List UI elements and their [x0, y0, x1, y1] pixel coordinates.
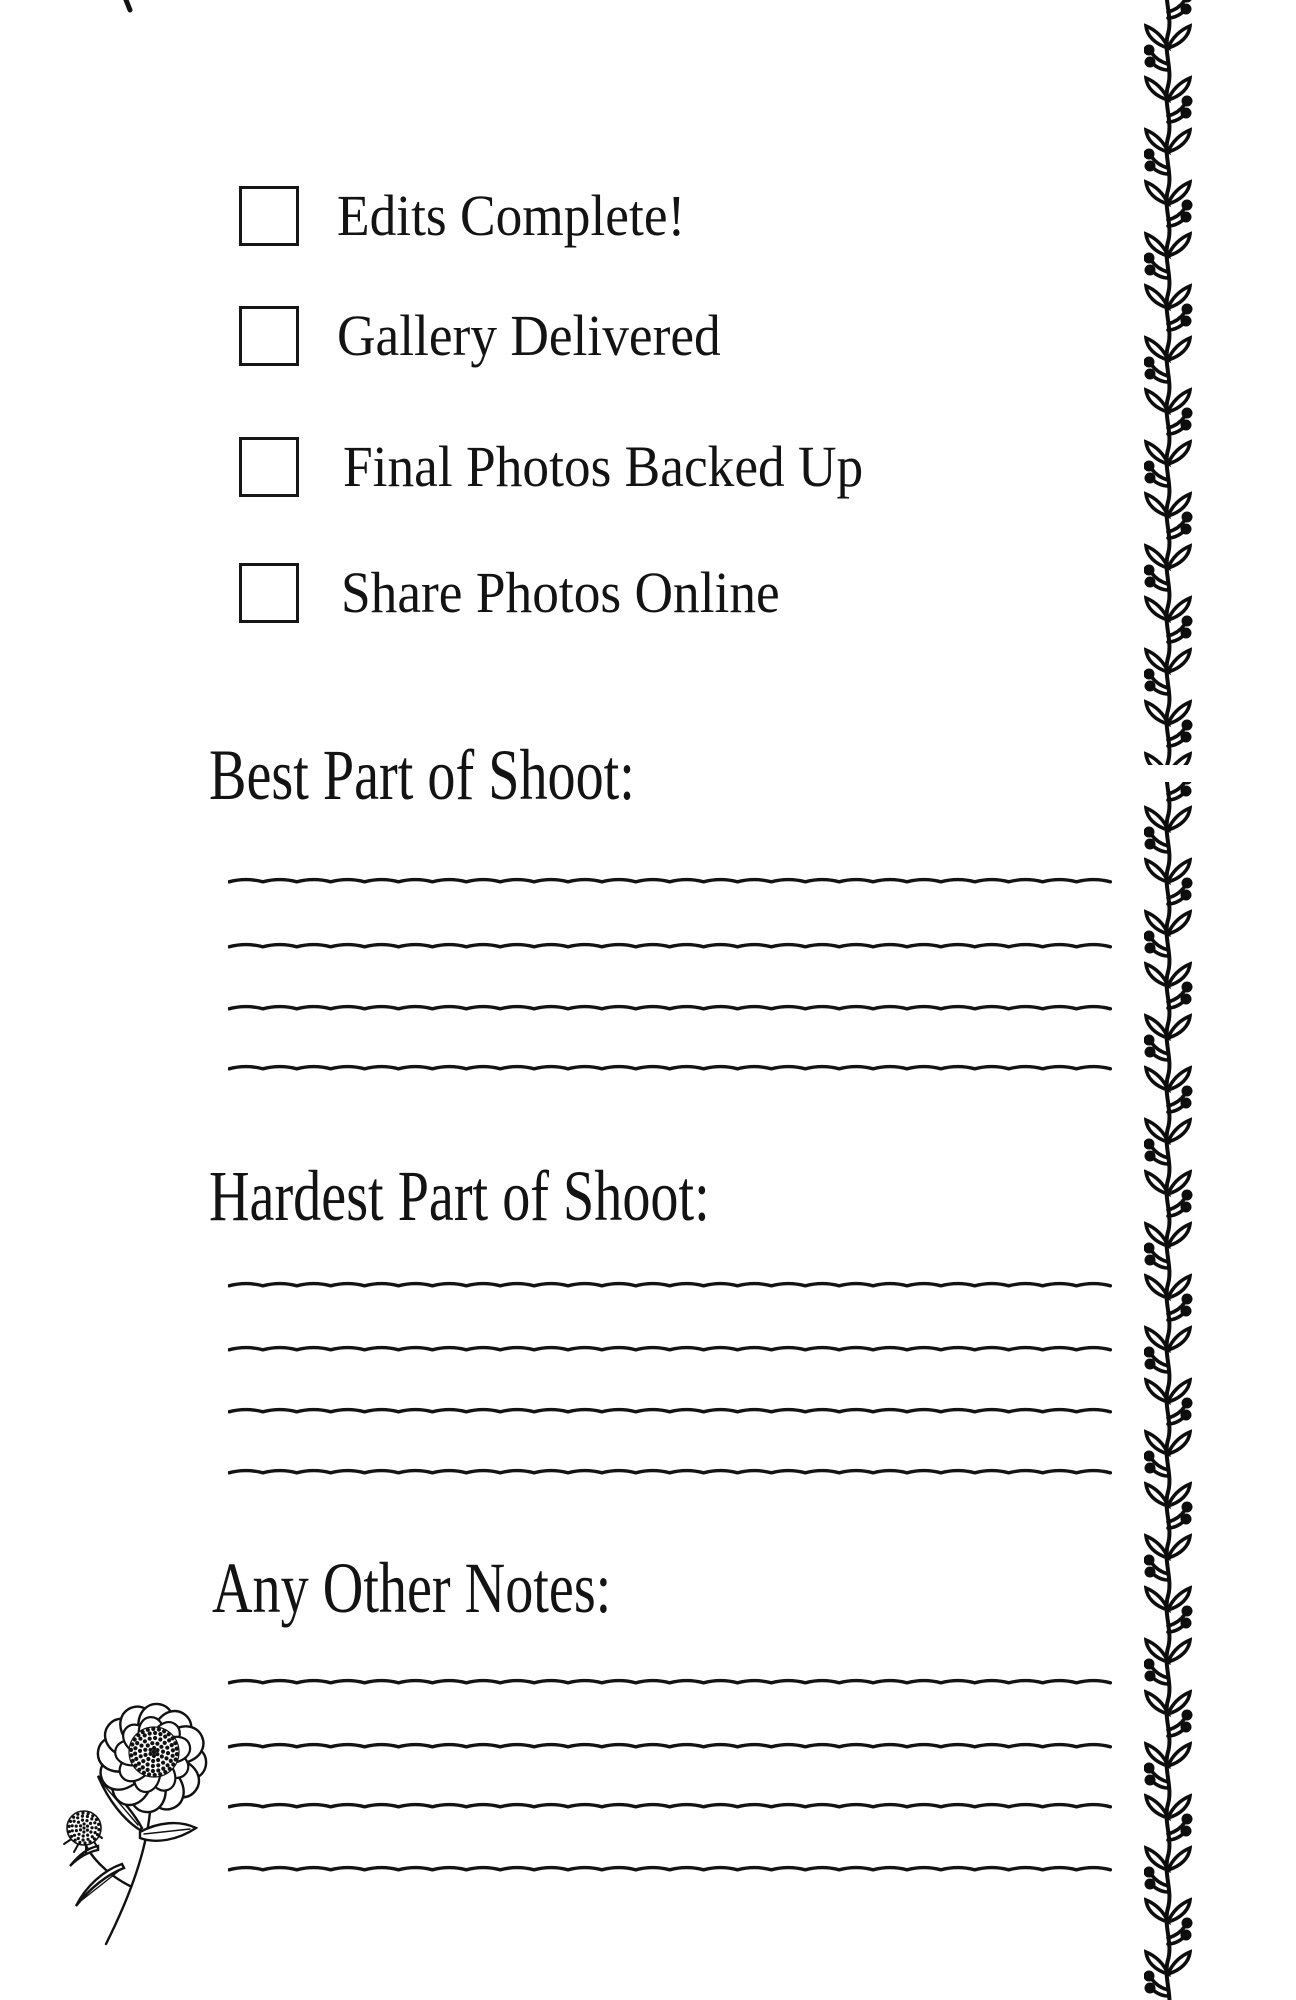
flower-illustration [40, 1692, 250, 1962]
check-item-share-photos-online [239, 560, 818, 625]
checkbox-gallery-delivered[interactable] [239, 306, 299, 366]
check-item-gallery-delivered [239, 303, 754, 368]
writing-line [228, 1344, 1112, 1353]
check-label: Share Photos Online [341, 560, 780, 625]
writing-line [228, 1467, 1112, 1476]
section-title-other-notes: Any Other Notes: [212, 1548, 612, 1628]
writing-line [228, 1741, 1112, 1750]
floral-vine-border-bottom [1144, 782, 1204, 2000]
writing-line [228, 876, 1112, 885]
writing-line [228, 1063, 1112, 1072]
check-item-final-photos-backed-up [239, 434, 908, 499]
writing-line [228, 1406, 1112, 1415]
writing-line [228, 1677, 1112, 1686]
section-title-best-part: Best Part of Shoot: [209, 735, 635, 815]
corner-ink-mark [118, 0, 138, 14]
writing-line [228, 1003, 1112, 1012]
writing-line [228, 941, 1112, 950]
writing-line [228, 1280, 1112, 1289]
checkbox-share-photos-online[interactable] [239, 563, 299, 623]
checkbox-edits-complete[interactable] [239, 186, 299, 246]
check-label: Gallery Delivered [337, 303, 721, 368]
section-title-hardest-part: Hardest Part of Shoot: [209, 1156, 710, 1236]
writing-line [228, 1864, 1112, 1873]
writing-line [228, 1801, 1112, 1810]
checkbox-final-photos-backed-up[interactable] [239, 437, 299, 497]
check-label: Edits Complete! [337, 183, 686, 248]
check-item-edits-complete [239, 183, 716, 248]
floral-vine-border-top [1144, 0, 1204, 765]
check-label: Final Photos Backed Up [343, 434, 864, 499]
